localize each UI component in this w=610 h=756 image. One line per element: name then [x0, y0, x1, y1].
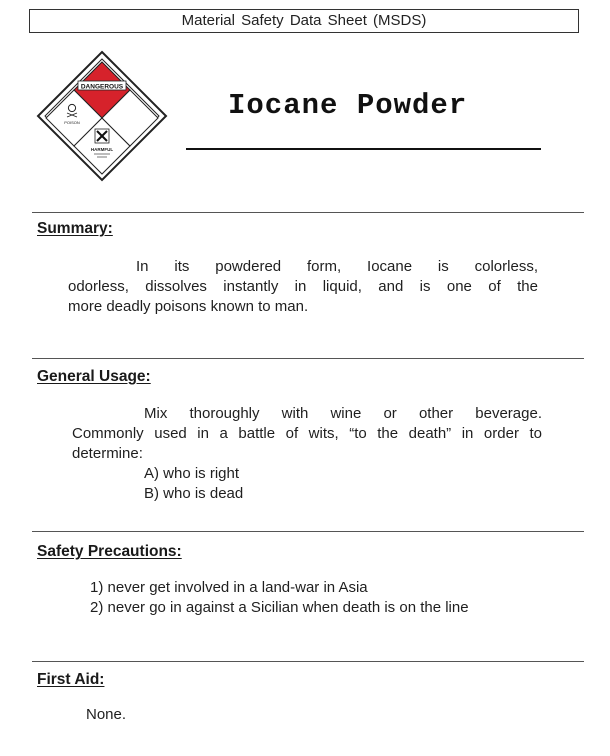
name-underline	[186, 148, 541, 150]
section-divider	[32, 358, 584, 359]
section-divider	[32, 531, 584, 532]
section-divider	[32, 661, 584, 662]
safety-item: 1) never get involved in a land-war in Asia	[90, 579, 368, 596]
hazard-diamond-icon	[36, 50, 168, 182]
summary-line: more deadly poisons known to man.	[68, 298, 309, 315]
usage-text	[72, 404, 542, 504]
safety-item: 2) never go in against a Sicilian when death is on the line	[90, 599, 469, 616]
usage-option: B) who is dead	[144, 485, 244, 502]
usage-line: Commonly used in a battle of wits, “to the death” in order to	[72, 425, 542, 442]
usage-heading: General Usage:	[37, 368, 151, 385]
product-name: Iocane Powder	[228, 89, 468, 122]
diamond-label-bottom: HARMFUL	[90, 147, 114, 152]
usage-line: Mix thoroughly with wine or other beverage.	[144, 405, 542, 422]
first-aid-heading: First Aid:	[37, 671, 105, 688]
safety-heading: Safety Precautions:	[37, 543, 182, 560]
document-title: Material Safety Data Sheet (MSDS)	[29, 9, 579, 33]
diamond-label-top: DANGEROUS	[80, 83, 124, 91]
usage-line: determine:	[72, 445, 143, 462]
safety-list	[90, 578, 570, 618]
summary-text	[68, 257, 538, 317]
harmful-x-icon	[95, 129, 109, 143]
usage-option: A) who is right	[144, 465, 240, 482]
summary-line: In its powdered form, Iocane is colorless,	[136, 258, 538, 275]
diamond-label-left: POISON	[64, 120, 80, 125]
summary-line: odorless, dissolves instantly in liquid, and is one of the	[68, 278, 538, 295]
section-divider	[32, 212, 584, 213]
first-aid-text: None.	[86, 706, 127, 723]
summary-heading: Summary:	[37, 220, 113, 237]
